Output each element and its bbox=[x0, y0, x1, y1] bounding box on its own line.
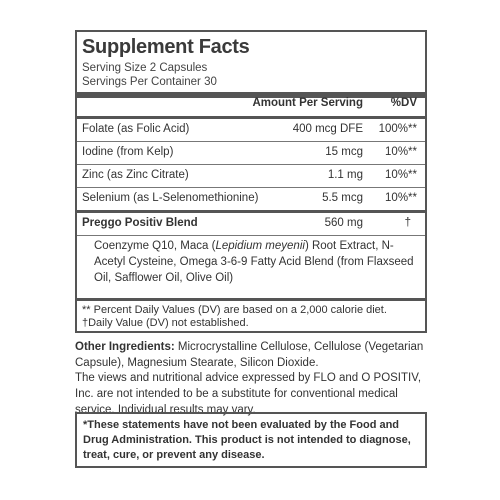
nutrient-amount: 400 mcg DFE bbox=[292, 123, 363, 135]
disclaimer-text: The views and nutritional advice expressed by FLO and O POSITIV, Inc. are not intended to be a substitute for conventional medical service. Individual results may vary. bbox=[75, 372, 422, 416]
nutrient-row bbox=[77, 142, 425, 164]
footnote-divider bbox=[77, 298, 425, 301]
fda-warning-text: *These statements have not been evaluated by the Food and Drug Administration. This product is not intended to diagnose, treat, cure, or prevent any disease. bbox=[83, 419, 411, 461]
blend-amount: 560 mg bbox=[324, 217, 363, 229]
blend-row bbox=[77, 213, 425, 235]
nutrient-row bbox=[77, 119, 425, 141]
nutrient-name: Zinc (as Zinc Citrate) bbox=[82, 169, 189, 181]
nutrient-row bbox=[77, 165, 425, 187]
footnote-not-established: †Daily Value (DV) not established. bbox=[82, 317, 249, 329]
fda-warning-box bbox=[75, 412, 427, 468]
blend-ingredients: Coenzyme Q10, Maca (Lepidium meyenii) Root Extract, N-Acetyl Cysteine, Omega 3-6-9 Fatty Acid Blend (from Flaxseed Oil, Safflower Oil, Olive Oil) bbox=[94, 240, 414, 284]
nutrient-dv: 10%** bbox=[385, 146, 417, 158]
other-ingredients: Other Ingredients: Microcrystalline Cellulose, Cellulose (Vegetarian Capsule), Magnesium Stearate, Silicon Dioxide. bbox=[75, 341, 424, 369]
blend-dv: † bbox=[404, 217, 411, 229]
footnote-dv: ** Percent Daily Values (DV) are based on a 2,000 calorie diet. bbox=[82, 304, 387, 316]
other-ingredients-label: Other Ingredients: bbox=[75, 341, 175, 353]
nutrient-dv: 10%** bbox=[385, 169, 417, 181]
panel-title: Supplement Facts bbox=[82, 36, 250, 58]
nutrient-name: Folate (as Folic Acid) bbox=[82, 123, 190, 135]
nutrient-amount: 5.5 mcg bbox=[322, 192, 363, 204]
dv-header: %DV bbox=[390, 97, 417, 109]
nutrient-dv: 100%** bbox=[378, 123, 417, 135]
amount-per-serving-header: Amount Per Serving bbox=[252, 97, 363, 109]
row-divider bbox=[77, 235, 425, 236]
latin-name: Lepidium meyenii bbox=[215, 240, 305, 252]
header-divider-bar bbox=[77, 92, 425, 98]
nutrient-row bbox=[77, 188, 425, 210]
serving-size: Serving Size 2 Capsules bbox=[82, 62, 208, 74]
nutrient-name: Selenium (as L-Selenomethionine) bbox=[82, 192, 259, 204]
nutrient-amount: 15 mcg bbox=[325, 146, 363, 158]
nutrient-name: Iodine (from Kelp) bbox=[82, 146, 174, 158]
nutrient-amount: 1.1 mg bbox=[327, 169, 363, 181]
supplement-facts-panel bbox=[75, 30, 427, 333]
blend-name: Preggo Positiv Blend bbox=[82, 217, 198, 229]
nutrient-dv: 10%** bbox=[385, 192, 417, 204]
servings-per-container: Servings Per Container 30 bbox=[82, 76, 217, 88]
